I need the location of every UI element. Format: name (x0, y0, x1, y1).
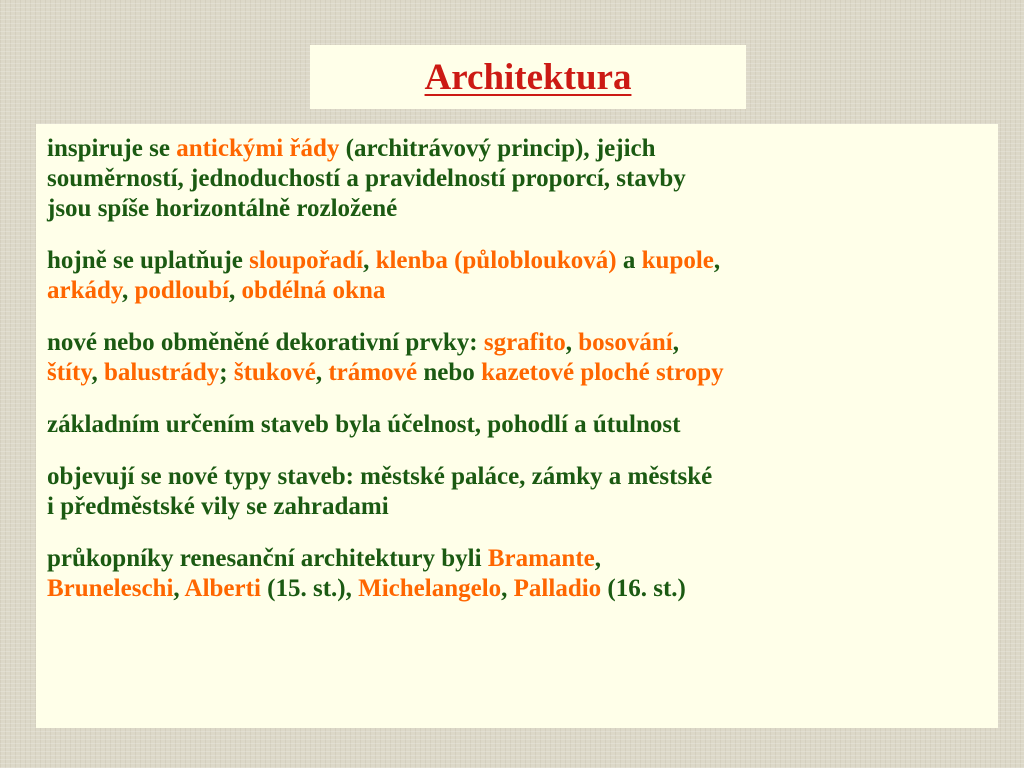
highlighted-term: bosování (578, 329, 673, 356)
text-segment: objevují se nové typy staveb: městské paláce, zámky a městské (47, 463, 713, 490)
text-segment: , (173, 575, 185, 602)
text-segment: a (616, 247, 642, 274)
highlighted-term: Bruneleschi (47, 575, 174, 602)
text-segment: ; (219, 359, 234, 386)
text-segment: jsou spíše horizontálně rozložené (47, 195, 398, 222)
text-segment: nové nebo obměněné dekorativní prvky: (47, 329, 484, 356)
text-segment: hojně se uplatňuje (47, 247, 250, 274)
highlighted-term: Alberti (184, 575, 261, 602)
text-segment: , (229, 277, 242, 304)
page-title: Architektura (424, 56, 632, 98)
text-segment: (16. st.) (601, 575, 686, 602)
highlighted-term: arkády (47, 277, 123, 304)
text-segment: , (501, 575, 514, 602)
highlighted-term: kupole (641, 247, 714, 274)
paragraph-4 (47, 410, 988, 440)
text-segment: , (594, 545, 601, 572)
paragraph-1 (47, 134, 988, 224)
text-segment: i předměstské vily se zahradami (47, 493, 389, 520)
text-segment: souměrností, jednoduchostí a pravidelností proporcí, stavby (47, 165, 686, 192)
text-segment: inspiruje se (47, 135, 177, 162)
paragraph-6 (47, 544, 988, 604)
highlighted-term: balustrády (103, 359, 220, 386)
text-segment: , (672, 329, 679, 356)
highlighted-term: Bramante (487, 545, 595, 572)
highlighted-term: Michelangelo (358, 575, 502, 602)
paragraph-5 (47, 462, 988, 522)
text-segment: , (91, 359, 104, 386)
highlighted-term: kazetové ploché stropy (481, 359, 724, 386)
highlighted-term: sloupořadí (249, 247, 364, 274)
highlighted-term: antickými řády (176, 135, 340, 162)
text-segment: , (565, 329, 579, 356)
highlighted-term: obdélná okna (241, 277, 386, 304)
highlighted-term: klenba (půloblouková) (375, 247, 617, 274)
highlighted-term: sgrafito (483, 329, 566, 356)
text-segment: , (713, 247, 721, 274)
highlighted-term: Palladio (513, 575, 602, 602)
text-segment: nebo (417, 359, 482, 386)
text-segment: , (122, 277, 135, 304)
content-panel (36, 124, 998, 728)
text-segment: (architrávový princip), jejich (339, 135, 656, 162)
highlighted-term: podloubí (134, 277, 230, 304)
title-box (310, 45, 746, 109)
text-segment: (15. st.), (260, 575, 359, 602)
highlighted-term: štíty (47, 359, 92, 386)
text-segment: , (315, 359, 329, 386)
text-segment: , (363, 247, 376, 274)
highlighted-term: trámové (328, 359, 418, 386)
paragraph-2 (47, 246, 988, 306)
paragraph-3 (47, 328, 988, 388)
text-segment: základním určením staveb byla účelnost, pohodlí a útulnost (47, 411, 681, 438)
text-segment: průkopníky renesanční architektury byli (47, 545, 488, 572)
highlighted-term: štukové (233, 359, 316, 386)
